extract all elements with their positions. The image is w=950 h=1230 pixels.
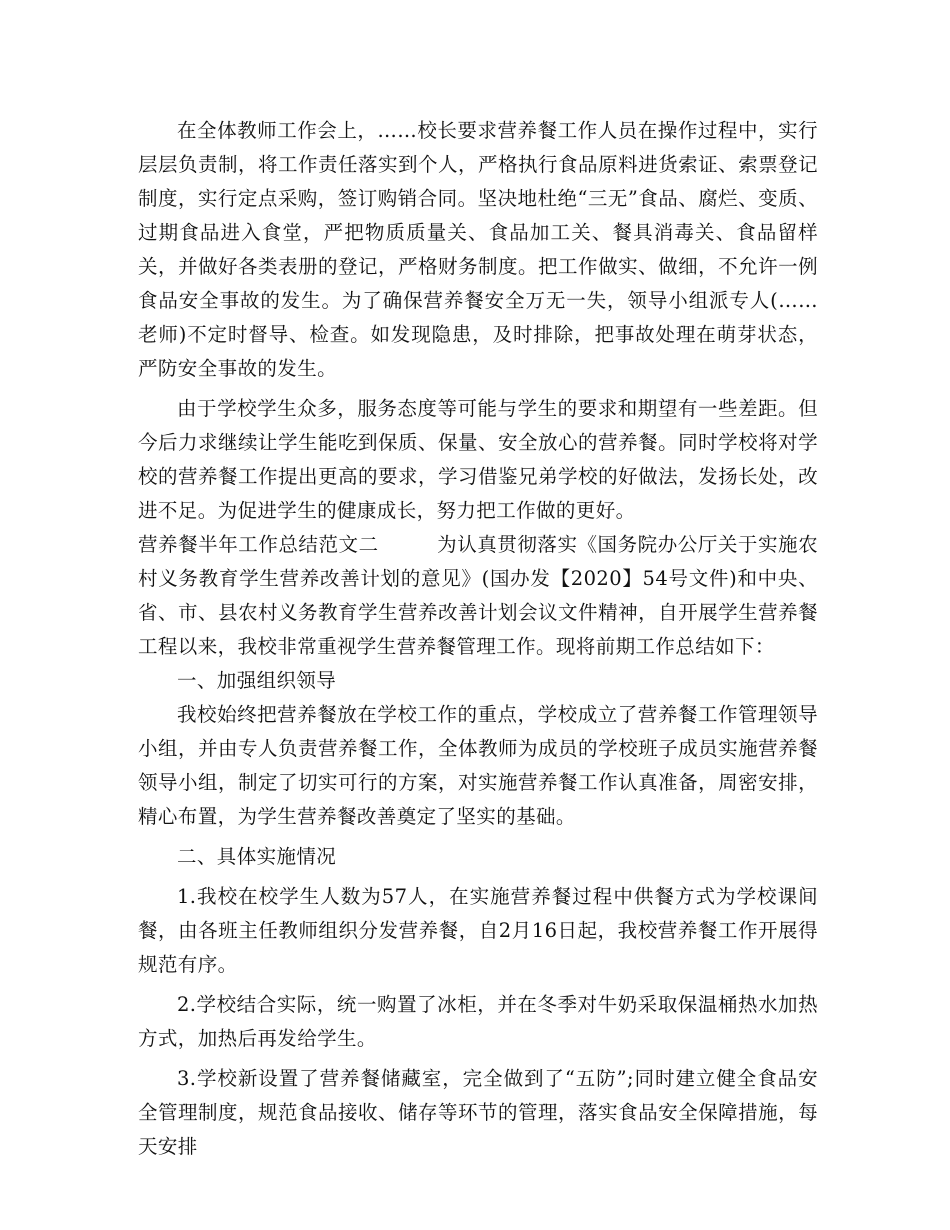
paragraph-service-improvement: 由于学校学生众多，服务态度等可能与学生的要求和期望有一些差距。但今后力求继续让学生能吃到保质、保量、安全放心的营养餐。同时学校将对学校的营养餐工作提出更高的要求，学习借鉴兄弟学校的好做法，发扬长处，改进不足。为促进学生的健康成长，努力把工作做的更好。 [138, 397, 818, 522]
heading-implementation: 二、具体实施情况 [177, 845, 337, 868]
summary-two-intro-text: 为认真贯彻落实《国务院办公厅关于实施农村义务教育学生营养改善计划的意见》(国办发【2020】54号文件)和中央、省、市、县农村义务教育学生营养改善计划会议文件精神，自开展学生营养餐工程以来，我校非常重视学生营养餐管理工作。现将前期工作总结如下： [138, 533, 818, 658]
paragraph-leadership-group: 我校始终把营养餐放在学校工作的重点，学校成立了营养餐工作管理领导小组，并由专人负责营养餐工作，全体教师为成员的学校班子成员实施营养餐领导小组，制定了切实可行的方案，对实施营养餐工作认真准备，周密安排，精心布置，为学生营养餐改善奠定了坚实的基础。 [138, 703, 818, 828]
section-title-summary-two: 营养餐半年工作总结范文二 [138, 533, 379, 556]
paragraph-item-2-freezer: 2.学校结合实际，统一购置了冰柜，并在冬季对牛奶采取保温桶热水加热方式，加热后再发给学生。 [138, 993, 818, 1050]
paragraph-item-3-storage: 3.学校新设置了营养餐储藏室，完全做到了“五防”;同时建立健全食品安全管理制度，规范食品接收、储存等环节的管理，落实食品安全保障措施，每天安排 [138, 1067, 818, 1158]
paragraph-meal-safety-duties: 在全体教师工作会上，……校长要求营养餐工作人员在操作过程中，实行层层负责制，将工作责任落实到个人，严格执行食品原料进货索证、索票登记制度，实行定点采购，签订购销合同。坚决地杜绝“三无”食品、腐烂、变质、过期食品进入食堂，严把物质质量关、食品加工关、餐具消毒关、食品留样关，并做好各类表册的登记，严格财务制度。把工作做实、做细，不允许一例食品安全事故的发生。为了确保营养餐安全万无一失，领导小组派专人(……老师)不定时督导、检查。如发现隐患，及时排除，把事故处理在萌芽状态，严防安全事故的发生。 [138, 119, 818, 380]
heading-organization-leadership: 一、加强组织领导 [177, 669, 337, 692]
document-body [138, 114, 818, 1164]
paragraph-item-1-students: 1.我校在校学生人数为57人，在实施营养餐过程中供餐方式为学校课间餐，由各班主任教师组织分发营养餐，自2月16日起，我校营养餐工作开展得规范有序。 [138, 885, 818, 976]
paragraph-summary-two-intro [138, 528, 818, 664]
